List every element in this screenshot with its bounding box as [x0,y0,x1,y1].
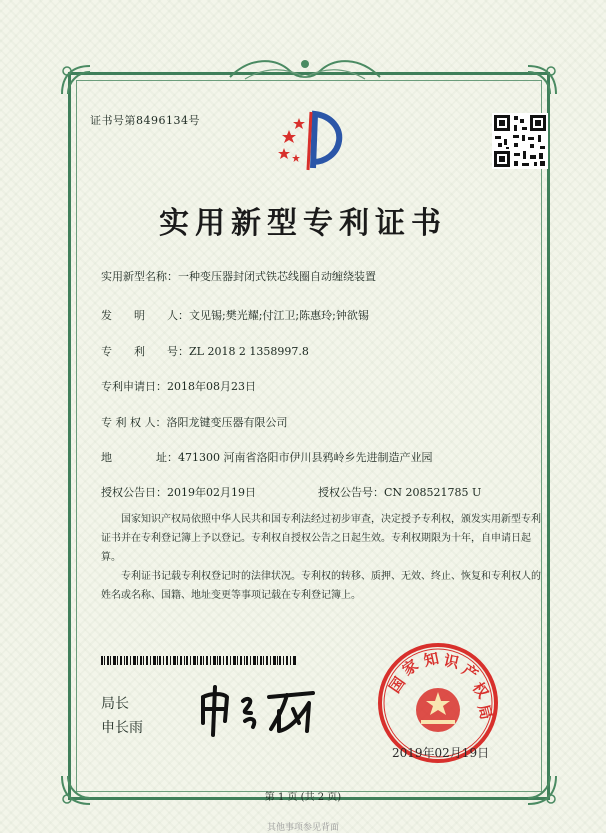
svg-text:家: 家 [398,655,422,680]
notice-paragraph: 专利证书记载专利权登记时的法律状况。专利权的转移、质押、无效、终止、恢复和专利权人的姓名或名称、国籍、地址变更等事项记载在专利登记簿上。 [101,571,541,601]
field-value: 2018年08月23日 [167,380,256,393]
signature-icon [195,683,335,738]
field-label: 地 址： [101,451,178,464]
notice-paragraph: 国家知识产权局依照中华人民共和国专利法经过初步审查，决定授予专利权，颁发实用新型专利证书并在专利登记簿上予以登记。专利权自授权公告之日起生效。专利权期限为十年，自申请日起算。 [101,514,541,563]
field-label: 专 利 号： [101,345,189,358]
field-label: 实用新型名称： [101,270,178,283]
field-inventors [101,307,369,323]
svg-text:识: 识 [442,651,461,673]
field-value: CN 208521785 U [384,486,482,499]
director-title: 局长 [101,696,129,712]
corner-ornament-icon [58,62,94,98]
field-value: 2019年02月19日 [167,486,256,499]
certificate-title: 实用新型专利证书 [159,206,447,241]
field-value: 洛阳龙键变压器有限公司 [166,416,288,429]
certificate-number: 证书号第8496134号 [90,114,200,127]
seal-date: 2019年02月19日 [392,746,490,760]
field-patent-number [101,343,309,359]
director-name: 申长雨 [101,720,143,736]
field-address [101,449,433,465]
svg-text:局: 局 [474,702,496,722]
field-value: 文见锡;樊光耀;付江卫;陈惠玲;钟欲锡 [189,309,369,322]
barcode-icon [101,656,297,665]
page-indicator: 第 1 页 (共 2 页) [264,792,342,803]
qr-code-icon [492,113,548,169]
field-label: 发 明 人： [101,309,189,322]
field-value: 471300 河南省洛阳市伊川县鸦岭乡先进制造产业园 [178,451,433,464]
legal-notice [101,510,543,605]
field-label: 专利申请日： [101,380,167,393]
field-application-date [101,378,256,394]
top-ornament-icon [220,55,390,85]
field-grant-date [101,484,256,500]
svg-text:知: 知 [422,649,441,670]
svg-text:权: 权 [468,678,493,702]
field-value: ZL 2018 2 1358997.8 [189,345,309,358]
field-utility-model-name [101,268,376,284]
field-grant-number [318,484,481,500]
cnipa-logo-icon [275,108,345,174]
svg-text:国: 国 [385,673,409,697]
field-value: 一种变压器封闭式铁芯线圈自动缠绕装置 [178,270,376,283]
field-label: 授权公告号： [318,486,384,499]
footer-note: 其他事项参见背面 [266,823,339,833]
corner-ornament-icon [524,62,560,98]
field-label: 授权公告日： [101,486,167,499]
field-label: 专 利 权 人： [101,416,167,429]
svg-text:产: 产 [458,660,482,684]
field-patentee [101,414,288,430]
